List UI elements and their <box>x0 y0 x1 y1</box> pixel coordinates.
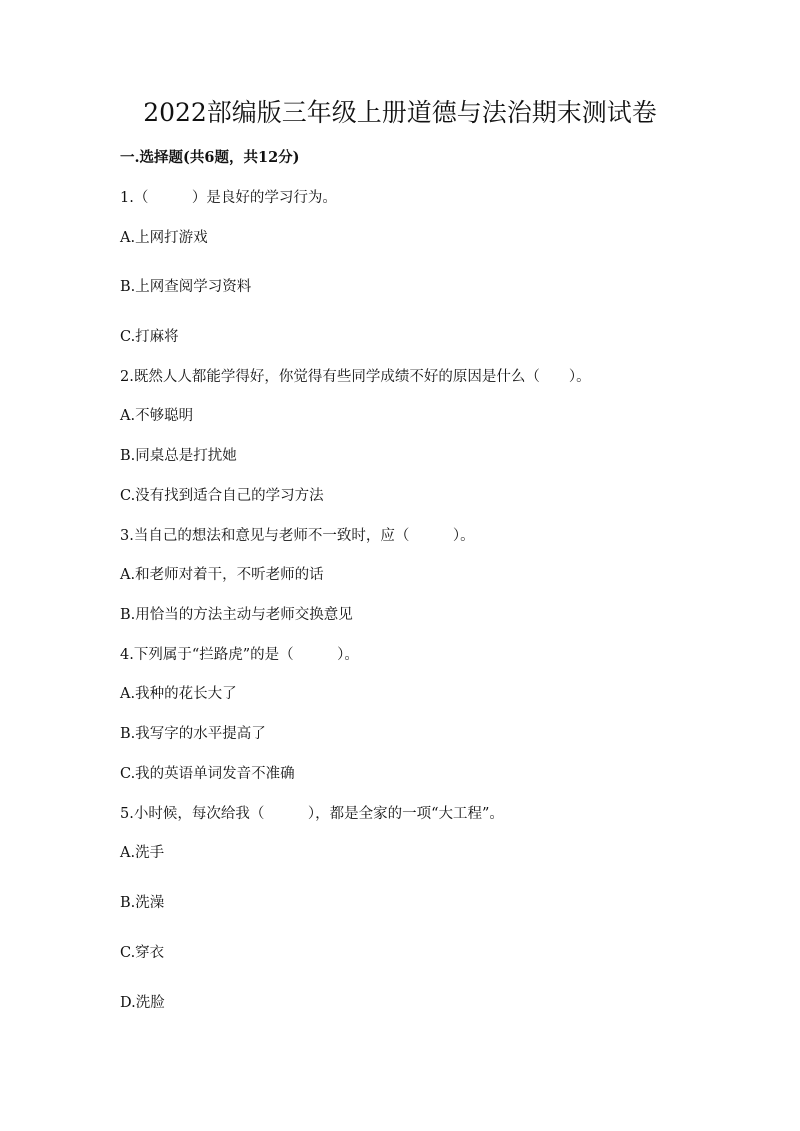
document-title: 2022部编版三年级上册道德与法治期末测试卷 <box>143 98 657 127</box>
question-1-option-a: A.上网打游戏 <box>120 230 208 246</box>
question-5-option-b: B.洗澡 <box>120 895 165 911</box>
question-2-stem: 2.既然人人都能学得好，你觉得有些同学成绩不好的原因是什么（ ）。 <box>120 369 591 385</box>
question-4-stem: 4.下列属于“拦路虎”的是（ ）。 <box>120 647 359 663</box>
question-4-option-c: C.我的英语单词发音不准确 <box>120 766 295 782</box>
question-4-option-b: B.我写字的水平提高了 <box>120 726 266 742</box>
question-2-option-c: C.没有找到适合自己的学习方法 <box>120 488 324 504</box>
question-5-option-c: C.穿衣 <box>120 945 165 961</box>
question-1-stem: 1.（ ）是良好的学习行为。 <box>120 190 337 206</box>
section-heading: 一.选择题(共6题，共12分) <box>120 149 300 166</box>
question-5-stem: 5.小时候，每次给我（ ），都是全家的一项“大工程”。 <box>120 806 504 822</box>
question-3-option-a: A.和老师对着干，不听老师的话 <box>120 567 324 583</box>
question-1-option-b: B.上网查阅学习资料 <box>120 279 252 295</box>
question-5-option-d: D.洗脸 <box>120 995 165 1011</box>
question-1-option-c: C.打麻将 <box>120 329 179 345</box>
question-3-option-b: B.用恰当的方法主动与老师交换意见 <box>120 607 353 623</box>
question-5-option-a: A.洗手 <box>120 845 165 861</box>
question-4-option-a: A.我种的花长大了 <box>120 686 237 702</box>
question-2-option-a: A.不够聪明 <box>120 408 194 424</box>
question-3-stem: 3.当自己的想法和意见与老师不一致时，应（ ）。 <box>120 528 475 544</box>
question-2-option-b: B.同桌总是打扰她 <box>120 448 237 464</box>
